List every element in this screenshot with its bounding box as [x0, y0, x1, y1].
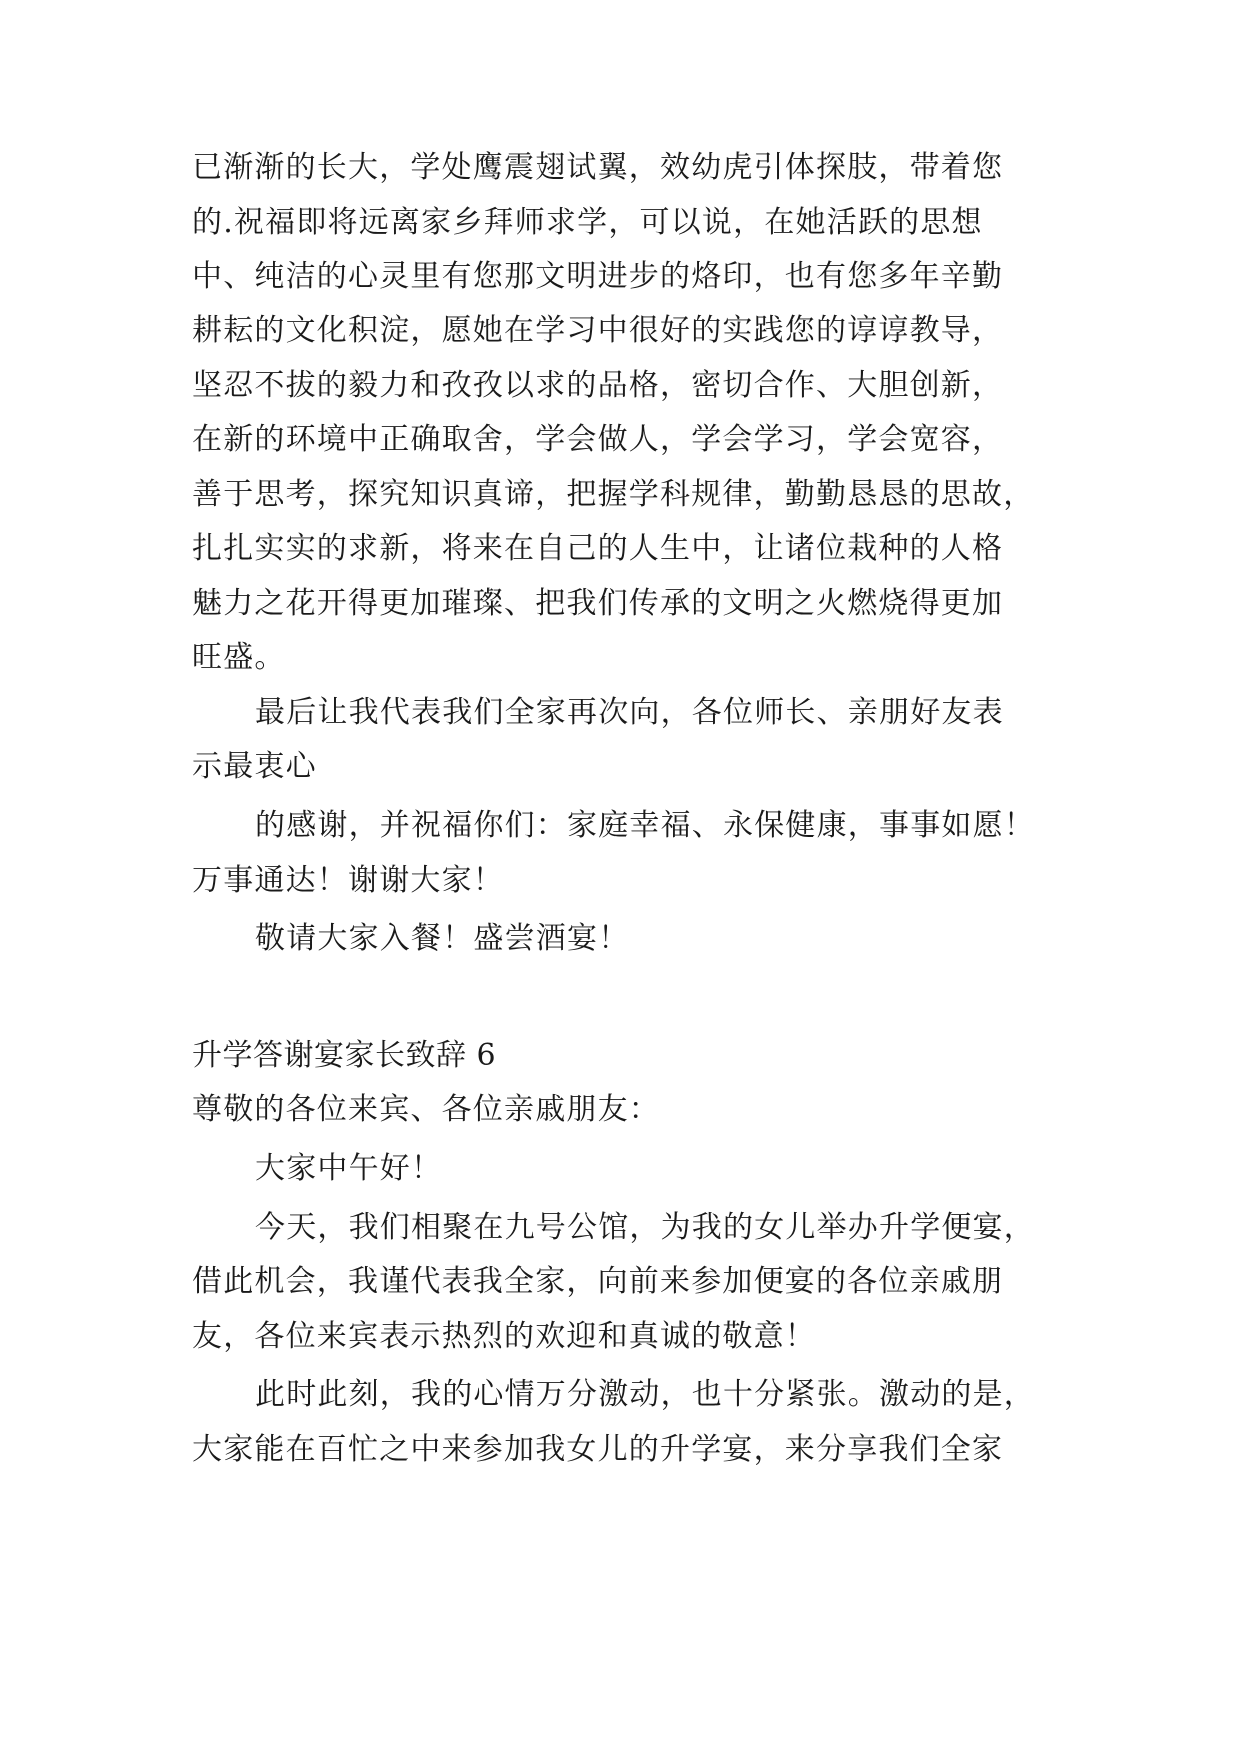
text-line: 扎扎实实的求新，将来在自己的人生中，让诸位栽种的人格: [192, 531, 1004, 566]
text-line: 大家能在百忙之中来参加我女儿的升学宴，来分享我们全家: [192, 1432, 1004, 1467]
text-line: 善于思考，探究知识真谛，把握学科规律，勤勤恳恳的思故，: [192, 477, 1035, 512]
text-line: 今天，我们相聚在九号公馆，为我的女儿举办升学便宴，: [255, 1210, 1035, 1245]
text-line: 魅力之花开得更加璀璨、把我们传承的文明之火燃烧得更加: [192, 586, 1004, 621]
text-line: 敬请大家入餐！盛尝酒宴！: [255, 921, 630, 956]
text-line: 坚忍不拔的毅力和孜孜以求的品格，密切合作、大胆创新，: [192, 368, 1004, 403]
text-line: 的.祝福即将远离家乡拜师求学，可以说，在她活跃的思想: [192, 205, 983, 240]
text-line: 中、纯洁的心灵里有您那文明进步的烙印，也有您多年辛勤: [192, 259, 1004, 294]
text-line: 万事通达！谢谢大家！: [192, 863, 504, 898]
text-line: 耕耘的文化积淀，愿她在学习中很好的实践您的谆谆教导，: [192, 313, 1004, 348]
text-line: 旺盛。: [192, 640, 286, 675]
greeting: 大家中午好！: [255, 1151, 443, 1186]
text-line: 示最衷心: [192, 749, 317, 784]
text-line: 借此机会，我谨代表我全家，向前来参加便宴的各位亲戚朋: [192, 1264, 1004, 1299]
text-line: 的感谢，并祝福你们：家庭幸福、永保健康，事事如愿！: [255, 808, 1035, 843]
section-title: 升学答谢宴家长致辞 6: [192, 1038, 497, 1073]
text-line: 最后让我代表我们全家再次向，各位师长、亲朋好友表: [255, 695, 1004, 730]
text-line: 此时此刻，我的心情万分激动，也十分紧张。激动的是，: [255, 1377, 1035, 1412]
text-line: 友，各位来宾表示热烈的欢迎和真诚的敬意！: [192, 1319, 816, 1354]
text-line: 在新的环境中正确取舍，学会做人，学会学习，学会宽容，: [192, 422, 1004, 457]
salutation: 尊敬的各位来宾、各位亲戚朋友：: [192, 1092, 660, 1127]
text-line: 已渐渐的长大，学处鹰震翅试翼，效幼虎引体探肢，带着您: [192, 150, 1004, 185]
